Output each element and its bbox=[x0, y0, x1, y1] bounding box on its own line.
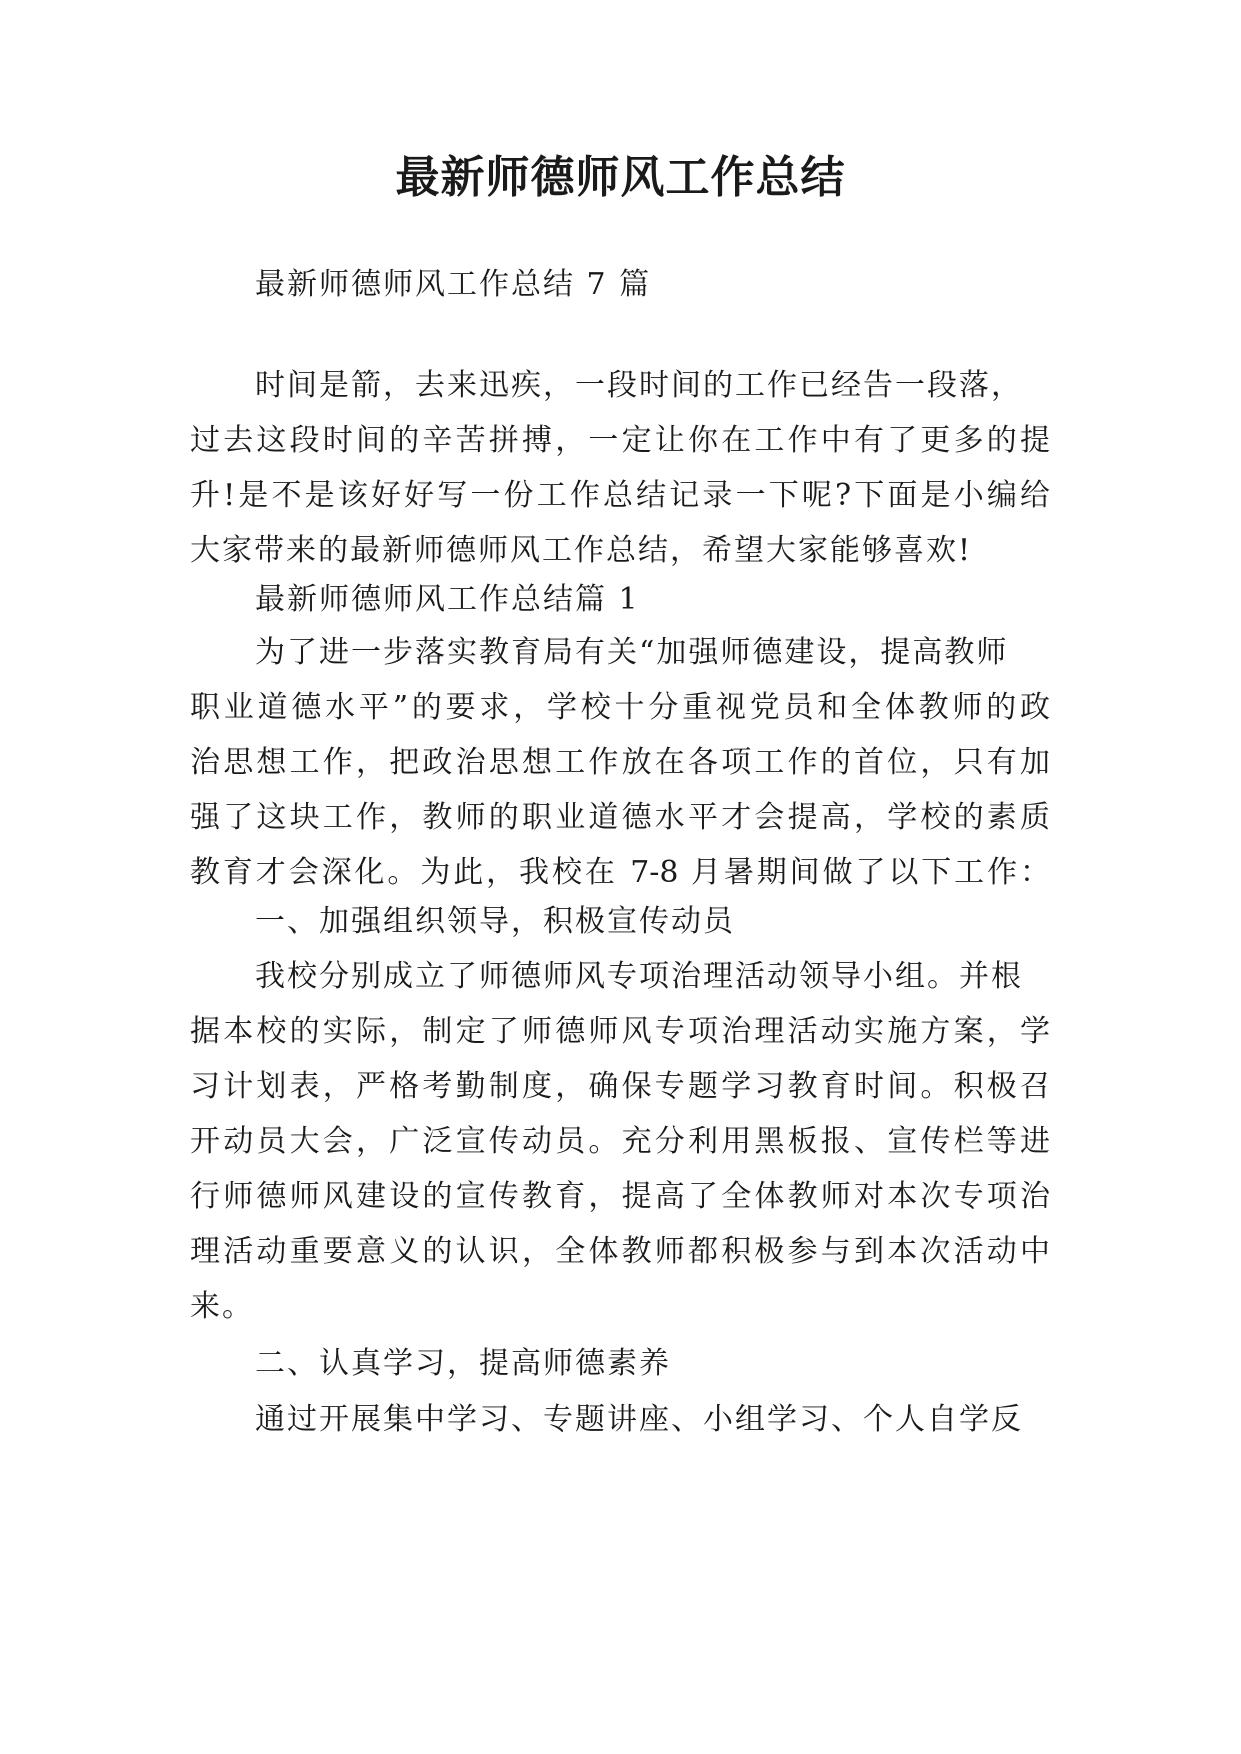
section-heading: 一、加强组织领导，积极宣传动员 bbox=[255, 904, 735, 939]
paragraph-line: 时间是箭，去来迅疾，一段时间的工作已经告一段落， bbox=[255, 368, 1023, 403]
paragraph-line: 治思想工作，把政治思想工作放在各项工作的首位，只有加 bbox=[190, 745, 1050, 780]
paragraph-line: 据本校的实际，制定了师德师风专项治理活动实施方案，学 bbox=[190, 1014, 1050, 1049]
section-heading: 最新师德师风工作总结篇 1 bbox=[255, 582, 640, 617]
paragraph-line: 来。 bbox=[190, 1289, 254, 1324]
paragraph-line: 习计划表，严格考勤制度，确保专题学习教育时间。积极召 bbox=[190, 1069, 1050, 1104]
paragraph-line: 开动员大会，广泛宣传动员。充分利用黑板报、宣传栏等进 bbox=[190, 1124, 1050, 1159]
paragraph-line: 职业道德水平”的要求，学校十分重视党员和全体教师的政 bbox=[190, 690, 1050, 725]
paragraph-line: 我校分别成立了师德师风专项治理活动领导小组。并根 bbox=[255, 959, 1023, 994]
paragraph-line: 强了这块工作，教师的职业道德水平才会提高，学校的素质 bbox=[190, 800, 1050, 835]
paragraph-line: 升!是不是该好好写一份工作总结记录一下呢?下面是小编给 bbox=[190, 478, 1050, 513]
paragraph-line: 教育才会深化。为此，我校在 7-8 月暑期间做了以下工作： bbox=[190, 855, 1050, 890]
paragraph-line: 过去这段时间的辛苦拼搏，一定让你在工作中有了更多的提 bbox=[190, 423, 1050, 458]
section-heading: 二、认真学习，提高师德素养 bbox=[255, 1346, 671, 1381]
paragraph-line: 为了进一步落实教育局有关“加强师德建设，提高教师 bbox=[255, 635, 1009, 670]
paragraph-line: 理活动重要意义的认识，全体教师都积极参与到本次活动中 bbox=[190, 1234, 1050, 1269]
paragraph-line: 大家带来的最新师德师风工作总结，希望大家能够喜欢! bbox=[190, 533, 973, 568]
document-title: 最新师德师风工作总结 bbox=[395, 152, 846, 203]
subtitle-line: 最新师德师风工作总结 7 篇 bbox=[255, 267, 652, 302]
paragraph-line: 通过开展集中学习、专题讲座、小组学习、个人自学反 bbox=[255, 1402, 1023, 1437]
paragraph-line: 行师德师风建设的宣传教育，提高了全体教师对本次专项治 bbox=[190, 1179, 1050, 1214]
